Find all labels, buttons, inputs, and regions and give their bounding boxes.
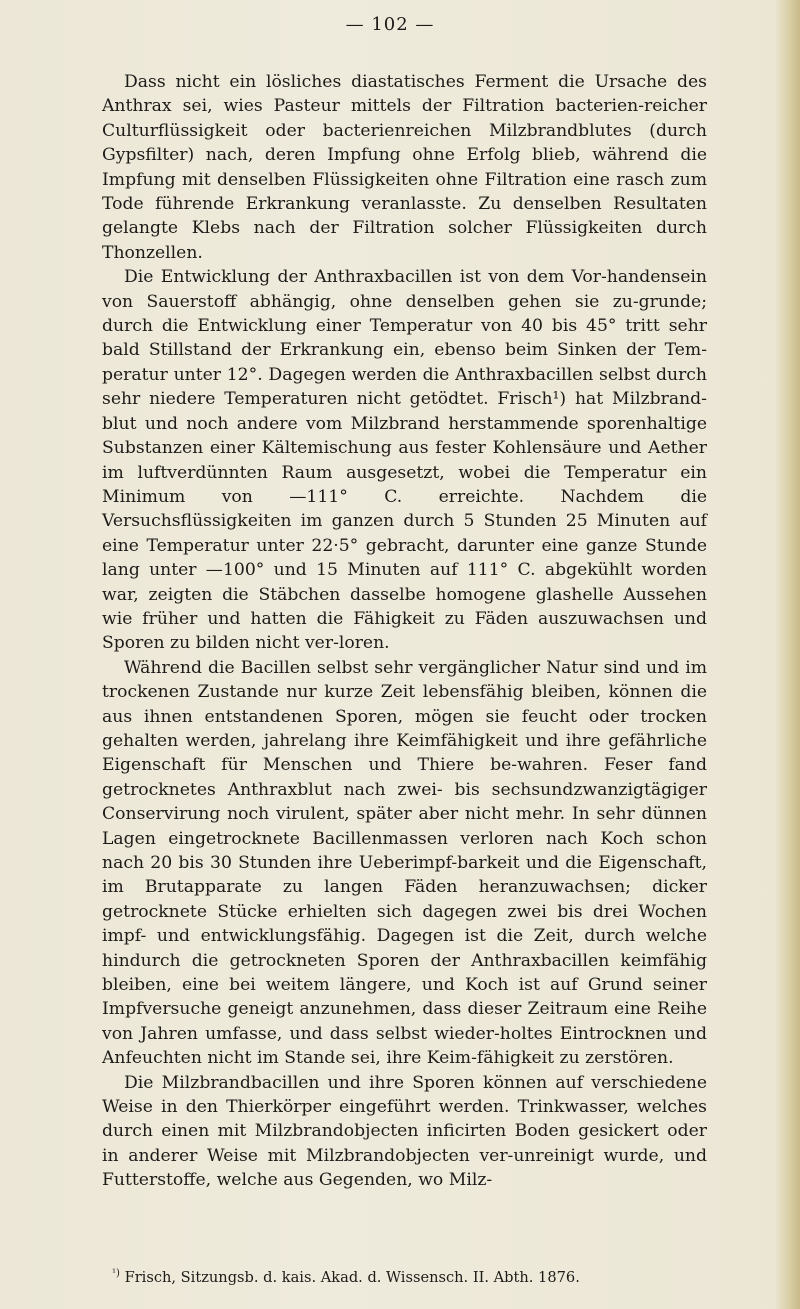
- footnote-text: Frisch, Sitzungsb. d. kais. Akad. d. Wissensch. II. Abth. 1876.: [124, 1268, 580, 1286]
- page-edge-shadow: [774, 0, 800, 1309]
- page-number: — 102 —: [345, 14, 435, 35]
- paragraph: Die Milzbrandbacillen und ihre Sporen können auf verschiedene Weise in den Thierkörper eingeführt werden. Trinkwasser, welches durch einen mit Milzbrandobjecten inficirten Boden gesickert oder in anderer Weise mit Milzbrandobjecten ver-unreinigt wurde, und Futterstoffe, welche aus Gegenden, wo Milz-: [102, 1072, 707, 1191]
- paragraph: Während die Bacillen selbst sehr vergänglicher Natur sind und im trockenen Zustande nur kurze Zeit lebensfähig bleiben, können die aus ihnen entstandenen Sporen, mögen sie feucht oder trocken gehalten werden, jahrelang ihre Keimfähigkeit und ihre gefährliche Eigenschaft für Menschen und Thiere be-wahren. Feser fand getrocknetes Anthraxblut nach zwei- bis sechsundzwanzigtägiger Conservirung noch virulent, später aber nicht mehr. In sehr dünnen Lagen eingetrocknete Bacillenmassen verloren nach Koch schon nach 20 bis 30 Stunden ihre Ueberimpf-barkeit und die Eigenschaft, im Brutapparate zu langen Fäden heranzuwachsen; dicker getrocknete Stücke erhielten sich dagegen zwei bis drei Wochen impf- und entwicklungsfähig. Dagegen ist die Zeit, durch welche hindurch die getrockneten Sporen der Anthraxbacillen keimfähig bleiben, eine bei weitem längere, und Koch ist auf Grund seiner Impfversuche geneigt anzunehmen, dass dieser Zeitraum eine Reihe von Jahren umfasse, und dass selbst wieder-holtes Eintrocknen und Anfeuchten nicht im Stande sei, ihre Keim-fähigkeit zu zerstören.: [102, 657, 707, 1069]
- footnote: [112, 1264, 712, 1288]
- paragraph: Dass nicht ein lösliches diastatisches Ferment die Ursache des Anthrax sei, wies Pasteur mittels der Filtration bacterien-reicher Culturflüssigkeit oder bacterienreichen Milzbrandblutes (durch Gypsfilter) nach, deren Impfung ohne Erfolg blieb, während die Impfung mit denselben Flüssigkeiten ohne Filtration eine rasch zum Tode führende Erkrankung veranlasste. Zu denselben Resultaten gelangte Klebs nach der Filtration solcher Flüssigkeiten durch Thonzellen.: [102, 72, 707, 263]
- paragraph: Die Entwicklung der Anthraxbacillen ist von dem Vor-handensein von Sauerstoff abhängig, ohne denselben gehen sie zu-grunde; durch die Entwicklung einer Temperatur von 40 bis 45° tritt sehr bald Stillstand der Erkrankung ein, ebenso beim Sinken der Tem-peratur unter 12°. Dagegen werden die Anthraxbacillen selbst durch sehr niedere Temperaturen nicht getödtet. Frisch¹) hat Milzbrand-blut und noch andere vom Milzbrand herstammende sporenhaltige Substanzen einer Kältemischung aus fester Kohlensäure und Aether im luftverdünnten Raum ausgesetzt, wobei die Temperatur ein Minimum von —111° C. erreichte. Nachdem die Versuchsflüssigkeiten im ganzen durch 5 Stunden 25 Minuten auf eine Temperatur unter 22·5° gebracht, darunter eine ganze Stunde lang unter —100° und 15 Minuten auf 111° C. abgekühlt worden war, zeigten die Stäbchen dasselbe homogene glashelle Aussehen wie früher und hatten die Fähigkeit zu Fäden auszuwachsen und Sporen zu bilden nicht ver-loren.: [102, 267, 707, 654]
- footnote-marker: ¹): [112, 1268, 120, 1279]
- body-text: [102, 70, 707, 1193]
